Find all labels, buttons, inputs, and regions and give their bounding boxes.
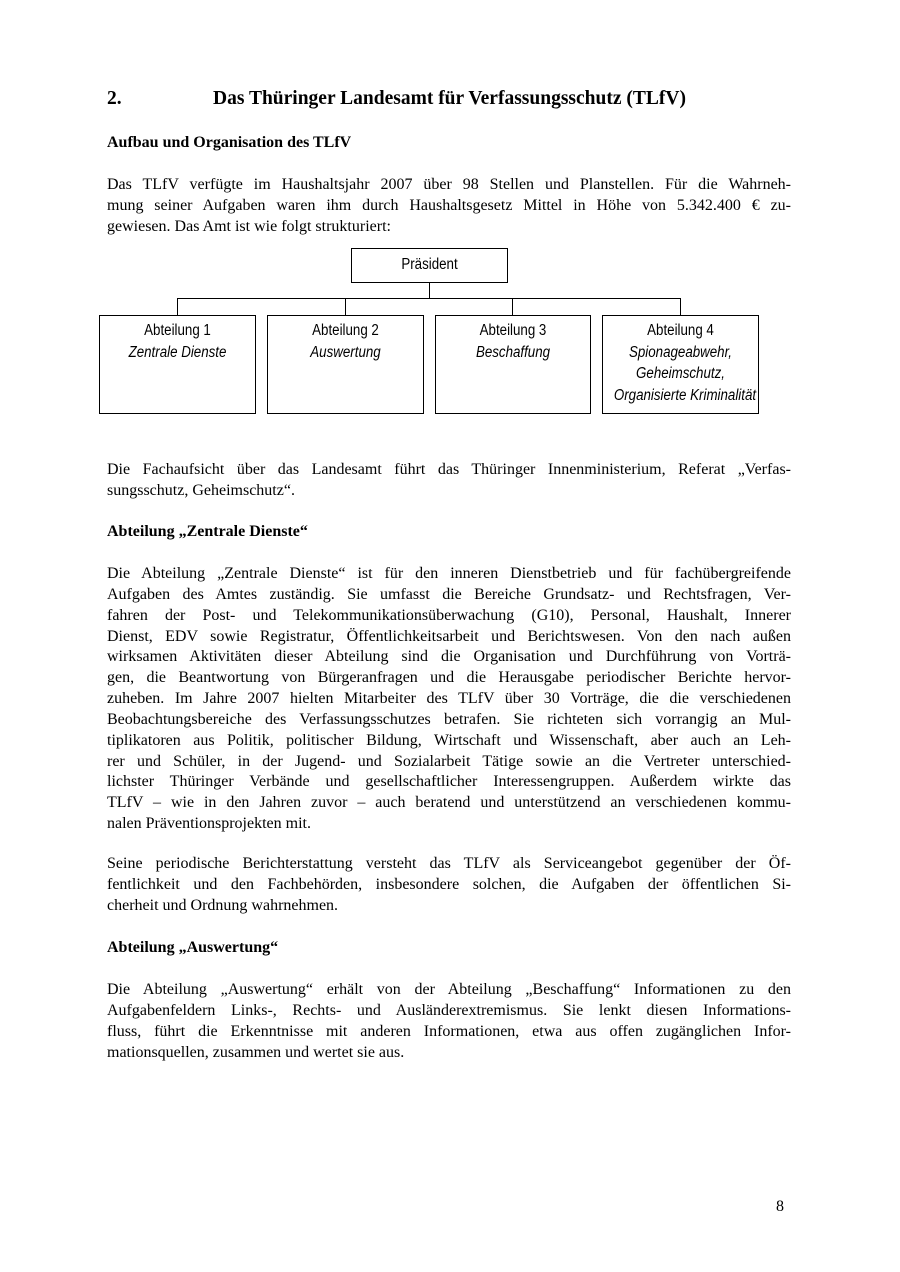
text-line: zuheben. Im Jahre 2007 hielten Mitarbeiter des TLfV über 30 Vorträge, die die verschiedenen: [107, 690, 791, 708]
text-line: mung seiner Aufgaben waren ihm durch Haushaltsgesetz Mittel in Höhe von 5.342.400 € zu-: [107, 196, 791, 214]
department-name: Abteilung 1: [144, 322, 211, 339]
text-line: fluss, führt die Erkenntnisse mit anderen Informationen, etwa aus offen zugänglichen Infor-: [107, 1022, 791, 1040]
department-function: Organisierte Kriminalität: [613, 386, 757, 404]
department-function: Zentrale Dienste: [128, 343, 227, 361]
zentrale-dienste-heading: Abteilung „Zentrale Dienste“: [107, 523, 308, 540]
text-line: Die Abteilung „Auswertung“ erhält von der Abteilung „Beschaffung“ Informationen zu den: [107, 981, 791, 998]
text-line: nalen Präventionsprojekten mit.: [107, 815, 311, 833]
text-line: wirksamen Aktivitäten dieser Abteilung sind die Organisation und Durchführung von Vorträ-: [107, 648, 791, 666]
text-line: Beobachtungsbereiche des Verfassungsschutzes betrafen. Sie richteten sich vorrangig an Mul-: [107, 710, 791, 728]
text-line: Aufgaben des Amtes zuständig. Sie umfasst die Bereiche Grundsatz- und Rechtsfragen, Ver-: [107, 585, 791, 603]
section-title: Das Thüringer Landesamt für Verfassungsschutz (TLfV): [213, 88, 686, 109]
text-line: fahren der Post- und Telekommunikationsüberwachung (G10), Personal, Haushalt, Innerer: [107, 606, 791, 624]
text-line: rer und Schüler, in der Jugend- und Sozialarbeit Tätige sowie an die Vertreter unterschied-: [107, 752, 791, 770]
text-line: Die Fachaufsicht über das Landesamt führt das Thüringer Innenministerium, Referat „Verfas-: [107, 461, 791, 478]
department-name: Abteilung 3: [479, 322, 547, 339]
department-name: Abteilung 4: [647, 322, 714, 339]
text-line: TLfV – wie in den Jahren zuvor – auch beratend und unterstützend an verschiedenen kommu-: [107, 794, 791, 812]
department-function: Spionageabwehr,: [628, 343, 733, 361]
auswertung-heading: Abteilung „Auswertung“: [107, 939, 279, 956]
text-line: gen, die Beantwortung von Bürgeranfragen und die Herausgabe periodischer Berichte hervor-: [107, 669, 791, 687]
org-box-department-1: [99, 315, 256, 414]
text-line: sungsschutz, Geheimschutz“.: [107, 481, 295, 499]
org-connector: [429, 283, 430, 299]
org-connector: [345, 298, 346, 315]
text-line: gewiesen. Das Amt ist wie folgt strukturiert:: [107, 217, 391, 235]
text-line: mationsquellen, zusammen und wertet sie aus.: [107, 1043, 405, 1061]
org-box-department-3: [435, 315, 591, 414]
org-connector: [680, 298, 681, 315]
text-line: Seine periodische Berichterstattung versteht das TLfV als Serviceangebot gegenüber der Öf-: [107, 855, 791, 872]
text-line: Dienst, EDV sowie Registratur, Öffentlichkeitsarbeit und Berichtswesen. Von den nach außen: [107, 627, 791, 645]
text-line: Aufgabenfeldern Links-, Rechts- und Ausländerextremismus. Sie lenkt diesen Informations-: [107, 1001, 791, 1019]
intro-paragraph: [107, 175, 791, 238]
supervision-paragraph: [107, 460, 791, 502]
zentrale-dienste-paragraph-2: [107, 854, 791, 917]
org-box-president: [351, 248, 508, 283]
auswertung-paragraph: [107, 980, 791, 1063]
org-connector: [177, 298, 178, 315]
text-line: tiplikatoren aus Politik, politischer Bildung, Wirtschaft und Wissenschaft, aber auch an Leh-: [107, 731, 791, 749]
text-line: cherheit und Ordnung wahrnehmen.: [107, 896, 339, 914]
intro-heading: Aufbau und Organisation des TLfV: [107, 134, 352, 151]
page-number: 8: [776, 1198, 784, 1215]
org-connector: [177, 298, 681, 299]
org-box-department-4: [602, 315, 759, 414]
department-name: Abteilung 2: [312, 322, 379, 339]
text-line: Das TLfV verfügte im Haushaltsjahr 2007 über 98 Stellen und Planstellen. Für die Wahrneh-: [107, 176, 791, 193]
zentrale-dienste-paragraph-1: [107, 564, 791, 835]
org-connector: [512, 298, 513, 315]
text-line: Die Abteilung „Zentrale Dienste“ ist für den inneren Dienstbetrieb und für fachübergreifende: [107, 565, 791, 582]
text-line: fentlichkeit und den Fachbehörden, insbesondere solchen, die Aufgaben der öffentlichen Si-: [107, 875, 791, 893]
department-function: Beschaffung: [475, 343, 551, 361]
section-number: 2.: [107, 88, 122, 109]
department-function: Auswertung: [310, 343, 381, 361]
text-line: lichster Thüringer Verbände und gesellschaftlicher Interessengruppen. Außerdem wirkte das: [107, 773, 791, 791]
department-function: Geheimschutz,: [636, 365, 725, 382]
org-box-label: Präsident: [401, 256, 458, 273]
org-box-department-2: [267, 315, 424, 414]
